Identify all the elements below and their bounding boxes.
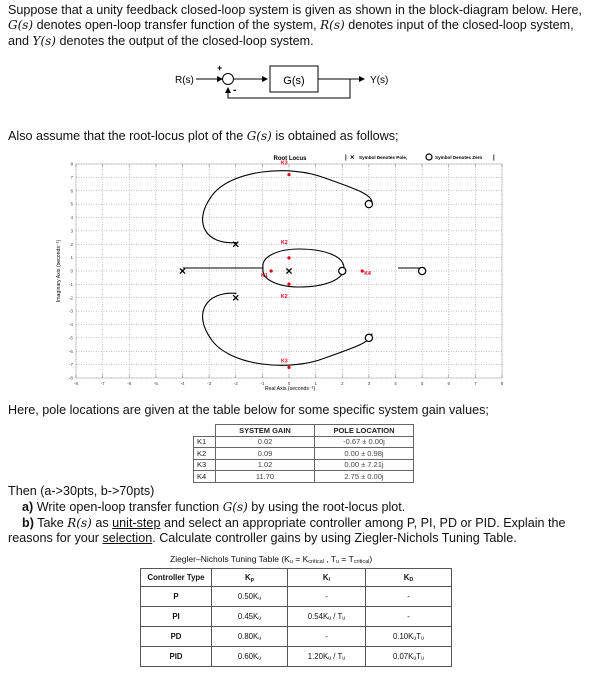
table-row xyxy=(194,448,414,460)
zn-header-controller-type: Controller Type xyxy=(141,569,212,587)
y-tick-label: 2 xyxy=(70,241,73,247)
x-tick-label: -6 xyxy=(127,381,132,386)
zn-kp: 0.50Kᵤ xyxy=(212,587,288,607)
zn-kp: 0.60Kᵤ xyxy=(212,647,288,667)
table-row xyxy=(141,607,452,627)
zn-title-critical2: critical xyxy=(353,559,370,565)
gain-point-label: K3 xyxy=(281,358,288,365)
zn-kd: 0.07KᵤTᵤ xyxy=(366,647,452,667)
x-tick-label: 2 xyxy=(340,381,344,386)
legend-bracket-open: | xyxy=(345,155,347,161)
zn-kd: 0.10KᵤTᵤ xyxy=(366,627,452,647)
x-axis-label: Real Axis (seconds⁻¹) xyxy=(264,386,316,392)
zero-marker xyxy=(365,334,372,341)
minus-sign: - xyxy=(233,85,237,96)
intro-text-2: denotes open-loop transfer function of the system, xyxy=(33,18,321,33)
question-a-text1: Write open-loop transfer function xyxy=(33,500,223,514)
zn-header-kp-sub: p xyxy=(250,576,254,583)
table-row xyxy=(141,627,452,647)
zn-title-u2: u xyxy=(336,559,340,565)
x-tick-label: -2 xyxy=(233,381,238,386)
zn-kp: 0.45Kᵤ xyxy=(212,607,288,627)
row-gain: 0.09 xyxy=(216,448,315,460)
question-a-g: G(s) xyxy=(222,500,248,514)
zn-kd: - xyxy=(366,607,452,627)
gain-point-dot xyxy=(287,366,290,369)
y-tick-label: 5 xyxy=(70,201,73,207)
zn-header-kd xyxy=(366,569,452,587)
question-a-text2: by using the root-locus plot. xyxy=(247,500,406,514)
y-tick-label: 6 xyxy=(70,188,73,194)
table-row xyxy=(141,647,452,667)
rl-intro-g: G(s) xyxy=(246,129,272,143)
zn-header-ki xyxy=(288,569,366,587)
row-pole: 2.75 ± 0.00j xyxy=(315,471,414,483)
gain-point-dot xyxy=(287,173,290,176)
row-gain: 0.02 xyxy=(216,436,315,448)
table-intro: Here, pole locations are given at the table below for some specific system gain values; xyxy=(8,403,489,417)
y-tick-label: 1 xyxy=(70,255,73,261)
question-b-r: R(s) xyxy=(67,516,92,530)
gain-point-label: K1 xyxy=(261,273,268,279)
x-tick-label: -1 xyxy=(260,381,265,386)
question-b-text2: as xyxy=(91,516,113,530)
x-tick-label: -7 xyxy=(100,381,105,386)
chart-title: Root Locus xyxy=(273,156,307,162)
zn-ki: - xyxy=(288,587,366,607)
input-label: R(s) xyxy=(175,75,194,86)
zn-header-kp xyxy=(212,569,288,587)
zn-header-kp-k: K xyxy=(244,572,251,582)
zn-title-mid: = K xyxy=(292,554,309,564)
y-tick-label: -8 xyxy=(68,375,73,381)
zn-header-ki-sub: i xyxy=(328,576,331,583)
zn-title-prefix: Ziegler–Nichols Tuning Table (K xyxy=(170,554,290,564)
row-k: K1 xyxy=(194,436,216,448)
x-tick-label: 1 xyxy=(314,381,317,386)
question-b-unit-step: unit-step xyxy=(112,516,161,530)
zn-kp: 0.80Kᵤ xyxy=(212,627,288,647)
row-gain: 1.02 xyxy=(216,459,315,471)
y-tick-label: 4 xyxy=(70,215,73,221)
gain-point-dot xyxy=(287,256,290,259)
row-gain: 11.70 xyxy=(216,471,315,483)
zn-table-title xyxy=(170,554,372,565)
zn-title-mid2: , T xyxy=(323,554,336,564)
y-tick-label: -5 xyxy=(68,335,73,341)
x-tick-label: 7 xyxy=(474,381,477,386)
table-row xyxy=(194,436,414,448)
zn-type: PID xyxy=(141,647,212,667)
row-pole: 0.00 ± 7.21j xyxy=(315,459,414,471)
x-tick-label: 3 xyxy=(367,381,371,386)
question-b-text1: Take xyxy=(33,516,68,530)
zn-type: PD xyxy=(141,627,212,647)
y-tick-label: -3 xyxy=(68,308,73,314)
table-row xyxy=(194,459,414,471)
x-tick-label: 4 xyxy=(394,381,397,386)
table-row xyxy=(194,471,414,483)
header-pole-location: POLE LOCATION xyxy=(315,425,414,437)
g-block-label: G(s) xyxy=(283,75,305,87)
y-tick-label: 3 xyxy=(70,228,73,234)
row-pole: 0.00 ± 0.98j xyxy=(315,448,414,460)
zn-title-mid3: = T xyxy=(339,554,354,564)
question-b-text4: . Calculate controller gains by using Ziegler-Nichols Tuning Table. xyxy=(152,531,517,546)
zn-title-u: u xyxy=(289,559,293,565)
row-pole: -0.67 ± 0.00j xyxy=(315,436,414,448)
x-tick-label: -5 xyxy=(153,381,158,386)
zero-marker xyxy=(365,201,372,208)
legend-zero-icon xyxy=(426,154,432,160)
zn-kd: - xyxy=(366,587,452,607)
y-axis-label: Imaginary Axis (seconds⁻¹) xyxy=(56,239,62,303)
y-tick-label: -1 xyxy=(68,281,73,287)
gain-point-label: K4 xyxy=(364,271,371,277)
zn-header-ki-k: K xyxy=(322,572,329,582)
intro-paragraph xyxy=(8,3,594,49)
question-b-selection: selection xyxy=(102,531,153,546)
legend-pole-text: Symbol Denotes Pole, xyxy=(359,155,408,160)
y-tick-label: -7 xyxy=(68,362,73,368)
zero-marker xyxy=(339,267,346,274)
zn-ki: 0.54Kᵤ / Tᵤ xyxy=(288,607,366,627)
legend-zero-text: Symbol Denotes Zero xyxy=(435,155,483,160)
intro-g: G(s) xyxy=(8,18,34,33)
intro-y: Y(s) xyxy=(32,33,56,48)
x-tick-label: -3 xyxy=(207,381,212,386)
block-diagram xyxy=(0,62,600,102)
gain-point-dot xyxy=(287,283,290,286)
questions-header: Then (a->30pts, b->70pts) xyxy=(8,484,155,498)
y-tick-label: 7 xyxy=(70,174,73,180)
zn-title-end: ) xyxy=(369,554,373,564)
question-b-label: b) xyxy=(22,516,34,530)
x-tick-label: -4 xyxy=(180,381,185,386)
row-k: K3 xyxy=(194,459,216,471)
pole-table-corner xyxy=(194,425,216,437)
y-tick-labels xyxy=(69,162,74,381)
zn-header-kd-k: K xyxy=(403,572,410,582)
y-tick-label: 0 xyxy=(70,268,73,274)
question-b xyxy=(8,516,594,547)
zn-header-row xyxy=(141,569,452,587)
gain-point-label: K2 xyxy=(281,294,288,301)
zn-title-critical: critical xyxy=(308,559,324,565)
zn-header-kd-sub: D xyxy=(409,576,414,583)
pole-location-table xyxy=(193,424,414,483)
zn-ki: - xyxy=(288,627,366,647)
summing-junction xyxy=(223,74,234,85)
header-system-gain: SYSTEM GAIN xyxy=(216,425,315,437)
intro-r: R(s) xyxy=(320,18,345,33)
question-a xyxy=(22,500,594,515)
row-k: K4 xyxy=(194,471,216,483)
zn-type: PI xyxy=(141,607,212,627)
x-tick-label: 0 xyxy=(287,381,291,386)
y-tick-label: -6 xyxy=(68,348,73,354)
legend-bracket-close: | xyxy=(493,155,495,161)
intro-text-3: denotes input of the closed-loop system, and xyxy=(8,18,574,48)
rl-intro-text-2: is obtained as follows; xyxy=(271,129,399,143)
zero-marker xyxy=(419,267,426,274)
chart-legend xyxy=(345,153,495,162)
rl-intro-text-1: Also assume that the root-locus plot of the xyxy=(8,129,247,143)
x-tick-label: 6 xyxy=(447,381,451,386)
output-label: Y(s) xyxy=(370,75,389,86)
ziegler-nichols-table xyxy=(140,568,452,667)
table-row xyxy=(141,587,452,607)
legend-pole-icon: × xyxy=(350,152,355,162)
intro-text-1: Suppose that a unity feedback closed-loop system is given as shown in the block-diagram below. Here, xyxy=(8,3,583,17)
gain-point-label: K2 xyxy=(281,239,288,246)
intro-text-4: denotes the output of the closed-loop system. xyxy=(55,33,314,48)
y-tick-label: -4 xyxy=(68,322,73,328)
x-tick-label: -8 xyxy=(73,381,79,386)
root-locus-chart xyxy=(0,150,600,402)
question-a-label: a) xyxy=(22,500,34,514)
plus-sign: + xyxy=(217,63,223,73)
pole-table-header xyxy=(194,425,414,437)
gain-point-dot xyxy=(270,269,273,272)
zn-ki: 1.20Kᵤ / Tᵤ xyxy=(288,647,366,667)
question-b-text3: and select an appropriate controller among P, PI, PD or PID. Explain the reasons for your xyxy=(8,516,566,546)
y-tick-label: -2 xyxy=(68,295,73,301)
zn-type: P xyxy=(141,587,212,607)
x-tick-label: 8 xyxy=(500,381,504,386)
row-k: K2 xyxy=(194,448,216,460)
y-tick-label: 8 xyxy=(70,161,73,167)
rootlocus-intro xyxy=(8,129,594,144)
gain-point-label: K3 xyxy=(281,160,288,167)
x-tick-label: 5 xyxy=(420,381,424,386)
